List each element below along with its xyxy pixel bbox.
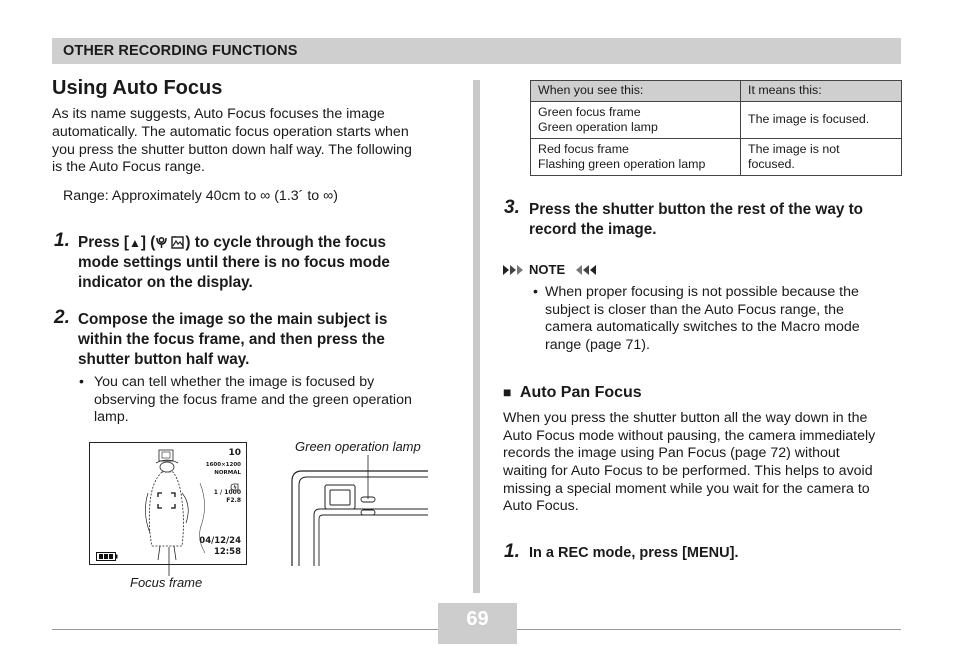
flash-icon [230,478,240,486]
lcd-date: 04/12/24 [199,536,241,546]
pan-line: missing a special moment while you wait for the camera to [503,481,870,497]
step-1-menu-text: In a REC mode, press [MENU]. [529,545,739,561]
note-line: When proper focusing is not possible because the [545,284,859,300]
step-number: 1. [54,230,70,251]
note-arrow-icon [576,263,598,275]
note-line: camera automatically switches to the Macro mode [545,319,860,335]
focus-status-table [530,80,902,176]
table-row [531,102,902,139]
section-header [52,38,901,64]
step-2-line: within the focus frame, and then press the [78,331,385,348]
pan-line: When you press the shutter button all the way down in the [503,410,868,426]
range-text: Range: Approximately 40cm to ∞ (1.3´ to ∞) [63,188,338,204]
table-cell-line: focused. [748,157,795,171]
bullet-line: lamp. [94,409,129,425]
column-divider [473,80,480,593]
table-cell-line: The image is focused. [748,112,870,127]
infinity-mountain-icon [171,235,185,249]
table-cell-line: Green operation lamp [538,120,658,134]
bullet-marker: • [79,374,84,390]
bullet-line: observing the focus frame and the green operation [94,392,412,408]
step-text: Press [ [78,234,130,251]
table-cell-line: Flashing green operation lamp [538,157,706,171]
table-cell [531,102,741,139]
note-line: subject is closer than the Auto Focus range, the [545,302,844,318]
table-cell [741,139,902,176]
table-cell [741,102,902,139]
step-text: ) to cycle through the focus [185,234,386,251]
camera-back-illustration [290,455,430,567]
step-2-line: shutter button half way. [78,351,250,368]
page-number-box [438,603,517,644]
step-1-line-3: indicator on the display. [78,274,253,291]
focus-frame-leader-line [168,547,172,577]
battery-icon [96,548,118,557]
pan-line: Auto Focus. [503,498,579,514]
table-cell-line: Green focus frame [538,104,641,119]
focus-frame-caption: Focus frame [130,575,203,590]
step-number: 3. [504,197,520,218]
subsection-heading [503,384,642,402]
intro-line: you press the shutter button down half way. The following [52,142,412,158]
step-2-line: Compose the image so the main subject is [78,311,388,328]
table-row [531,139,902,176]
step-1-line-2: mode settings until there is no focus mode [78,254,390,271]
lcd-image-size: 1600×1200 [205,462,241,468]
lcd-aperture: F2.8 [226,497,241,504]
note-line: range (page 71). [545,337,650,353]
step-number: 2. [54,307,70,328]
note-label: NOTE [529,262,566,277]
pan-line: waiting for Auto Focus to be performed. This helps to avoid [503,463,873,479]
table-cell-line: The image is not [748,141,840,156]
intro-line: automatically. The automatic focus operation starts when [52,124,409,140]
lcd-time: 12:58 [213,547,241,557]
subsection-title: Auto Pan Focus [519,384,642,401]
step-3-line: Press the shutter button the rest of the way to [529,201,864,218]
up-arrow-icon: ▲ [129,236,141,250]
operation-lamp-caption: Green operation lamp [295,439,421,454]
note-bullet-marker: • [533,284,538,300]
step-3-line: record the image. [529,221,657,238]
table-header-cell: It means this: [741,81,902,102]
square-bullet-icon: ■ [503,384,512,400]
macro-flower-icon [155,235,168,249]
note-arrow-icon [503,263,525,275]
step-number: 1. [504,541,520,562]
section-title: OTHER RECORDING FUNCTIONS [63,43,298,59]
lcd-image-quality: NORMAL [214,470,241,476]
page-title: Using Auto Focus [52,77,223,99]
bullet-line: You can tell whether the image is focused by [94,374,375,390]
step-text: ] ( [140,234,156,251]
pan-line: Auto Focus mode without pausing, the camera immediately [503,428,876,444]
table-cell-line: Red focus frame [538,141,629,156]
intro-line: is the Auto Focus range. [52,159,205,175]
table-header-cell: When you see this: [531,81,741,102]
step-1-line-1 [78,233,386,253]
table-cell [531,139,741,176]
page-number: 69 [466,608,489,630]
pan-line: records the image using Pan Focus (page 72) without [503,445,840,461]
lcd-shots-remaining: 10 [228,448,241,458]
lcd-shutter-speed: 1 / 1000 [213,489,241,496]
intro-line: As its name suggests, Auto Focus focuses the image [52,106,385,122]
table-header-row [531,81,902,102]
